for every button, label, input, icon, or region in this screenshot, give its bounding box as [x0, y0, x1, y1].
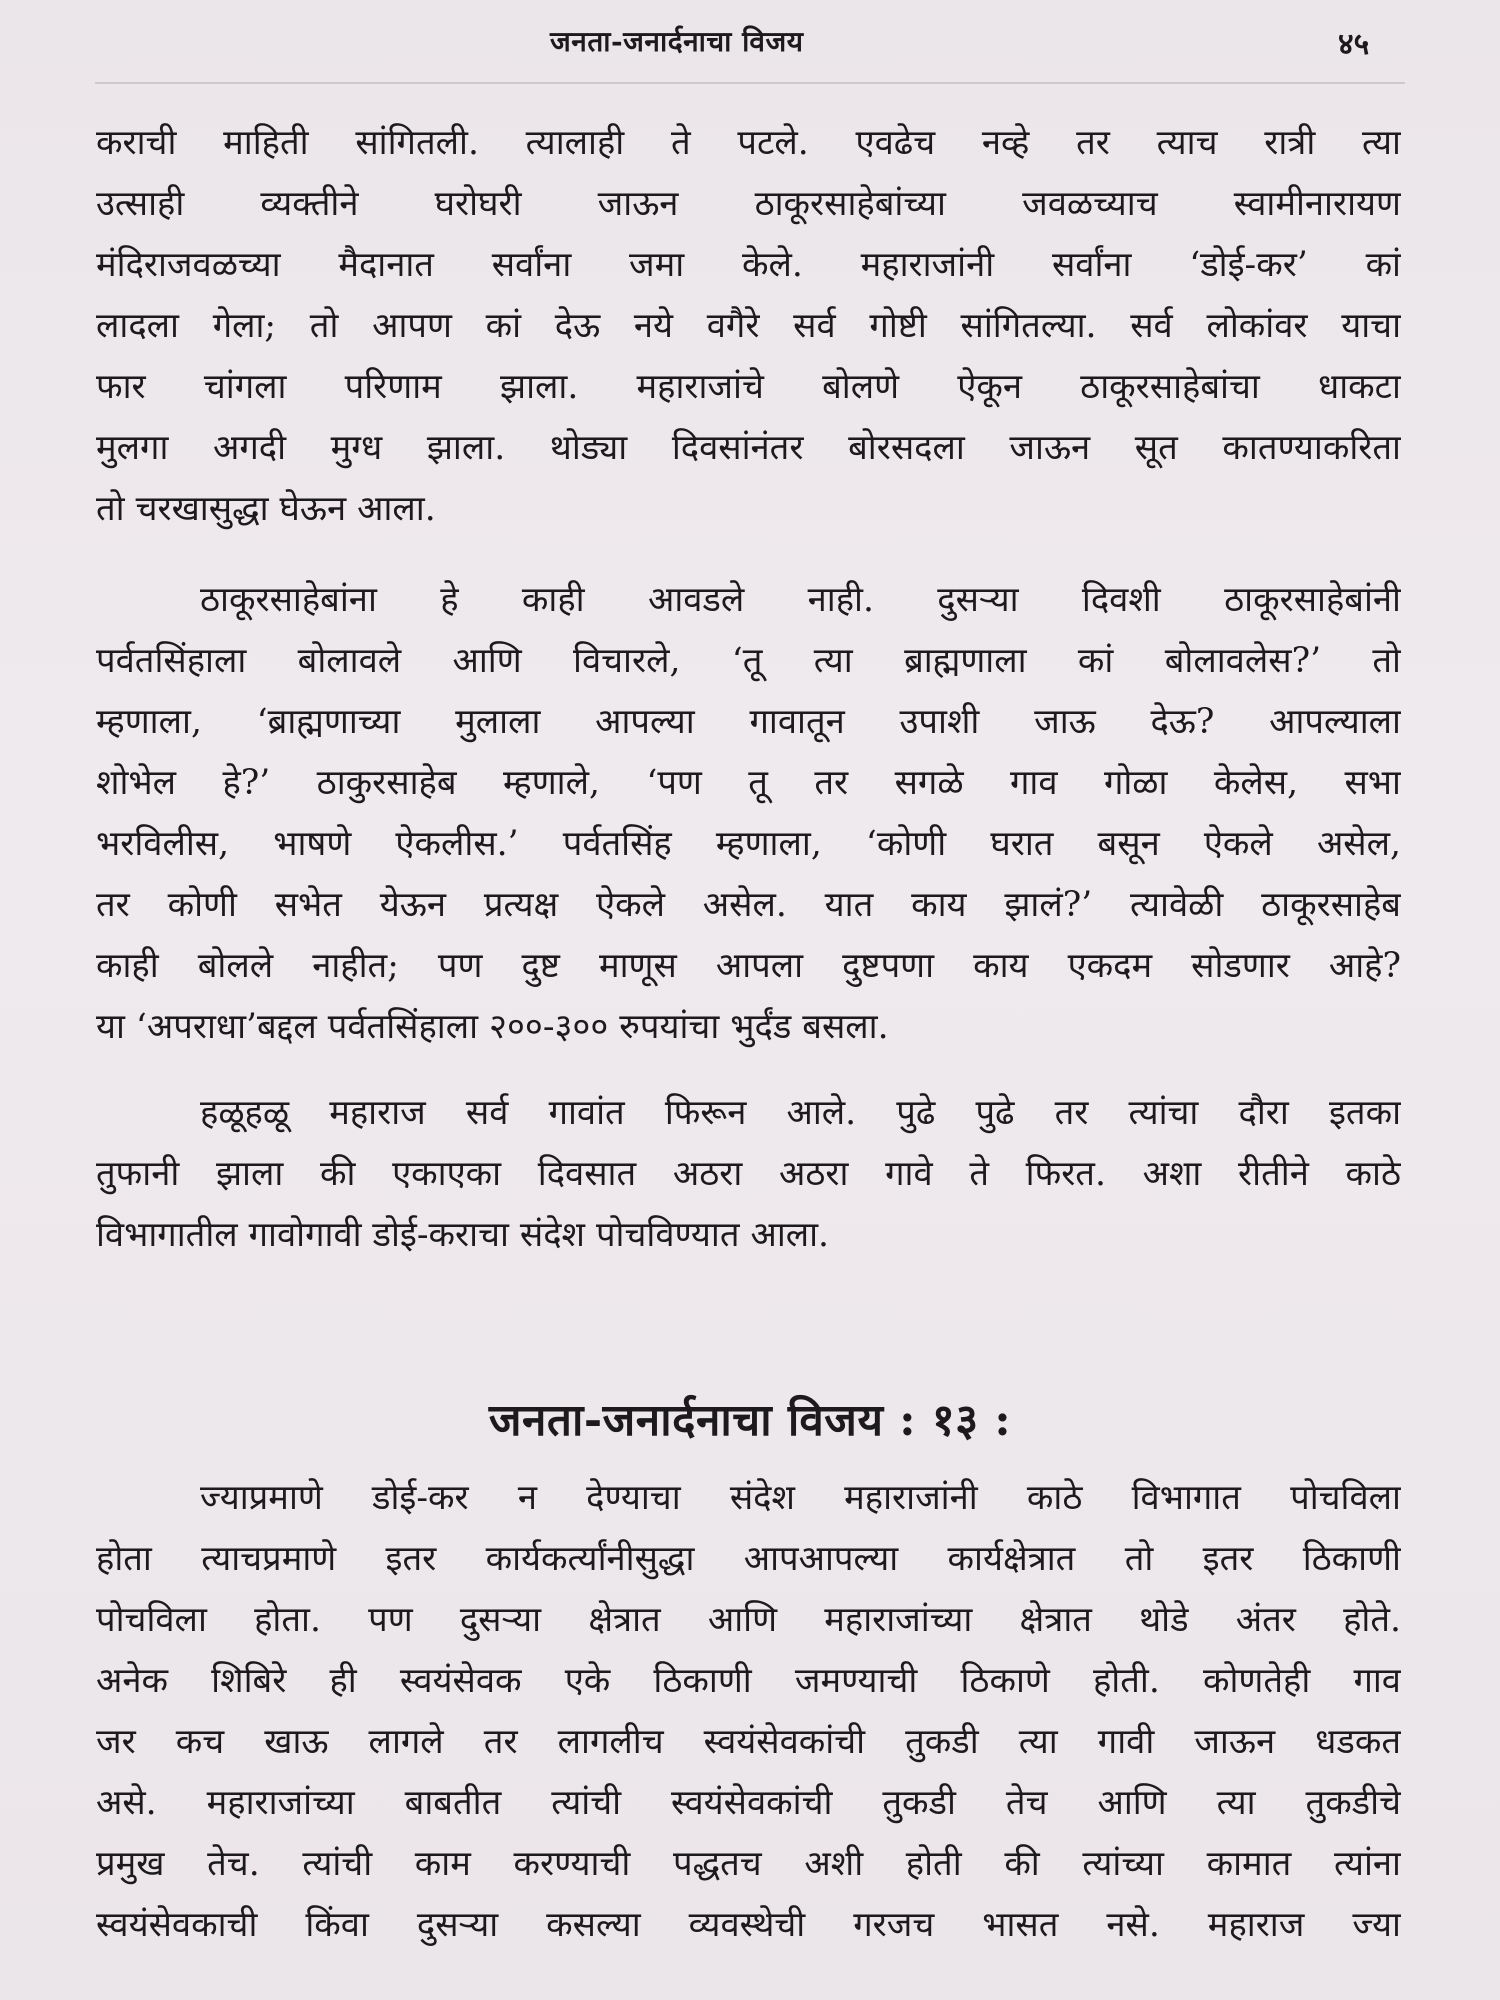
text-line: लादला गेला; तो आपण कां देऊ नये वगैरे सर्व गोष्टी सांगितल्या. सर्व लोकांवर याचा: [96, 306, 1401, 346]
text-line: कराची माहिती सांगितली. त्यालाही ते पटले. एवढेच नव्हे तर त्याच रात्री त्या: [96, 123, 1401, 163]
running-header: [0, 22, 1500, 68]
text-line: काही बोलले नाहीत; पण दुष्ट माणूस आपला दुष्टपणा काय एकदम सोडणार आहे?: [96, 946, 1401, 986]
text-line: स्वयंसेवकाची किंवा दुसऱ्या कसल्या व्यवस्थेची गरजच भासत नसे. महाराज ज्या: [96, 1905, 1401, 1945]
chapter-heading: जनता-जनार्दनाचा विजय : १३ :: [488, 1395, 1012, 1446]
header-rule: [95, 82, 1405, 84]
text-line: उत्साही व्यक्तीने घरोघरी जाऊन ठाकूरसाहेबांच्या जवळच्याच स्वामीनारायण: [96, 184, 1401, 224]
text-line: विभागातील गावोगावी डोई-कराचा संदेश पोचविण्यात आला.: [96, 1215, 830, 1255]
paragraph-2: [96, 570, 1401, 1058]
text-line: हळूहळू महाराज सर्व गावांत फिरून आले. पुढे पुढे तर त्यांचा दौरा इतका: [200, 1093, 1401, 1133]
text-line: होता त्याचप्रमाणे इतर कार्यकर्त्यांनीसुद्धा आपआपल्या कार्यक्षेत्रात तो इतर ठिकाणी: [96, 1539, 1401, 1579]
text-line: शोभेल हे?’ ठाकुरसाहेब म्हणाले, ‘पण तू तर सगळे गाव गोळा केलेस, सभा: [96, 763, 1401, 803]
text-line: ज्याप्रमाणे डोई-कर न देण्याचा संदेश महाराजांनी काठे विभागात पोचविला: [200, 1478, 1401, 1518]
text-line: ठाकूरसाहेबांना हे काही आवडले नाही. दुसऱ्या दिवशी ठाकूरसाहेबांनी: [200, 580, 1401, 620]
text-line: मंदिराजवळच्या मैदानात सर्वांना जमा केले. महाराजांनी सर्वांना ‘डोई-कर’ कां: [96, 245, 1401, 285]
text-line: पर्वतसिंहाला बोलावले आणि विचारले, ‘तू त्या ब्राह्मणाला कां बोलावलेस?’ तो: [96, 641, 1401, 681]
text-line: फार चांगला परिणाम झाला. महाराजांचे बोलणे ऐकून ठाकूरसाहेबांचा धाकटा: [96, 367, 1401, 407]
paragraph-3: [96, 1083, 1401, 1266]
text-line: या ‘अपराधा’बद्दल पर्वतसिंहाला २००-३०० रुपयांचा भुर्दंड बसला.: [96, 1007, 889, 1047]
paragraph-1: [96, 113, 1401, 540]
text-line: तर कोणी सभेत येऊन प्रत्यक्ष ऐकले असेल. यात काय झालं?’ त्यावेळी ठाकूरसाहेब: [96, 885, 1401, 925]
text-line: असे. महाराजांच्या बाबतीत त्यांची स्वयंसेवकांची तुकडी तेच आणि त्या तुकडीचे: [96, 1783, 1401, 1823]
text-line: अनेक शिबिरे ही स्वयंसेवक एके ठिकाणी जमण्याची ठिकाणे होती. कोणतेही गाव: [96, 1661, 1401, 1701]
text-line: पोचविला होता. पण दुसऱ्या क्षेत्रात आणि महाराजांच्या क्षेत्रात थोडे अंतर होते.: [96, 1600, 1401, 1640]
page-number: ४५: [1338, 27, 1370, 62]
text-line: तो चरखासुद्धा घेऊन आला.: [96, 489, 436, 529]
text-line: तुफानी झाला की एकाएका दिवसात अठरा अठरा गावे ते फिरत. अशा रीतीने काठे: [96, 1154, 1401, 1194]
running-title: जनता-जनार्दनाचा विजय: [550, 25, 804, 58]
text-line: भरविलीस, भाषणे ऐकलीस.’ पर्वतसिंह म्हणाला, ‘कोणी घरात बसून ऐकले असेल,: [96, 824, 1401, 864]
text-line: म्हणाला, ‘ब्राह्मणाच्या मुलाला आपल्या गावातून उपाशी जाऊ देऊ? आपल्याला: [96, 702, 1401, 742]
text-line: प्रमुख तेच. त्यांची काम करण्याची पद्धतच अशी होती की त्यांच्या कामात त्यांना: [96, 1844, 1401, 1884]
text-line: मुलगा अगदी मुग्ध झाला. थोड्या दिवसांनंतर बोरसदला जाऊन सूत कातण्याकरिता: [96, 428, 1401, 468]
paragraph-4: [96, 1468, 1401, 1956]
text-line: जर कच खाऊ लागले तर लागलीच स्वयंसेवकांची तुकडी त्या गावी जाऊन धडकत: [96, 1722, 1401, 1762]
